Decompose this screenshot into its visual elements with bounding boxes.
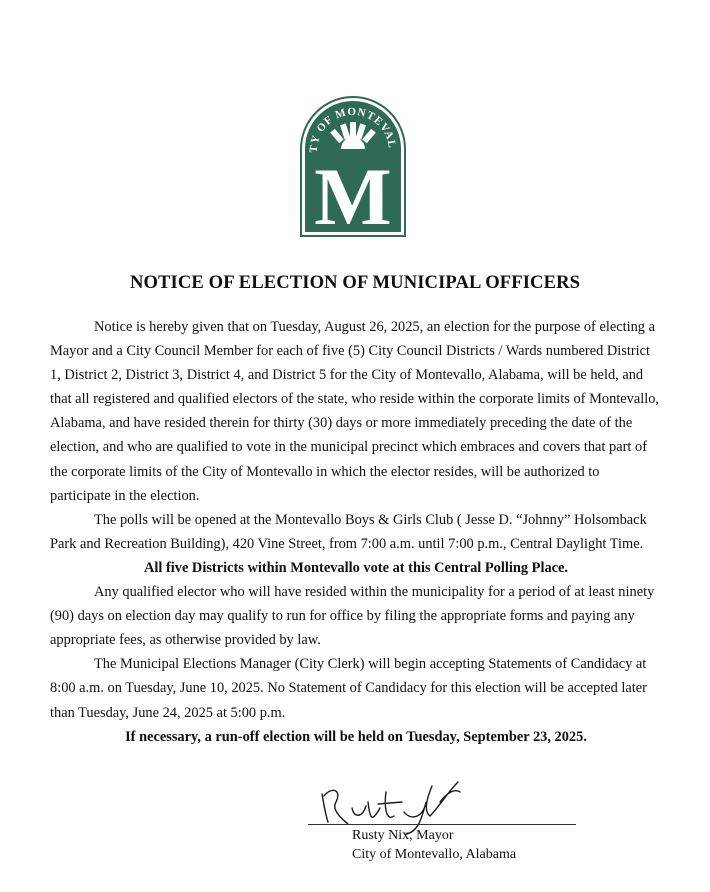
notice-body	[50, 315, 662, 749]
signature-block	[308, 772, 588, 872]
signer-organization: City of Montevallo, Alabama	[352, 847, 517, 862]
candidacy-paragraph: The Municipal Elections Manager (City Clerk) will begin accepting Statements of Candidacy at 8:00 a.m. on Tuesday, June 10, 2025. No Statement of Candidacy for this election will be accepted later than Tuesday, June 24, 2025 at 5:00 p.m.	[50, 656, 647, 721]
polling-place-note: All five Districts within Montevallo vote at this Central Polling Place.	[143, 559, 569, 576]
polls-paragraph: The polls will be opened at the Montevallo Boys & Girls Club ( Jesse D. “Johnny” Holsomback Park and Recreation Building), 420 Vine Street, from 7:00 a.m. until 7:00 p.m., Central Daylight Time.	[50, 511, 647, 552]
signer-name: Rusty Nix, Mayor	[352, 828, 454, 843]
runoff-note: If necessary, a run-off election will be held on Tuesday, September 23, 2025.	[125, 728, 587, 745]
svg-text:M: M	[314, 151, 392, 239]
city-seal-logo	[297, 93, 409, 239]
svg-text:CITY OF MONTEVALLO: TY OF MONTEVAL	[307, 105, 399, 153]
handwritten-signature	[308, 772, 468, 836]
signature-line	[308, 824, 576, 825]
notice-title: NOTICE OF ELECTION OF MUNICIPAL OFFICERS	[129, 272, 581, 293]
qualification-paragraph: Any qualified elector who will have resided within the municipality for a period of at least ninety (90) days on election day may qualify to run for office by filing the appropriate forms and paying any appropriate fees, as otherwise provided by law.	[50, 584, 655, 649]
election-paragraph: Notice is hereby given that on Tuesday, August 26, 2025, an election for the purpose of electing a Mayor and a City Council Member for each of five (5) City Council Districts / Wards numbered District 1, District 2, District 3, District 4, and District 5 for the City of Montevallo, Alabama, will be held, and that all registered and qualified electors of the state, who reside within the corporate limits of Montevallo, Alabama, and have resided therein for thirty (30) days or more immediately preceding the date of the election, and who are qualified to vote in the municipal precinct which embraces and covers that part of the corporate limits of the City of Montevallo in which the elector resides, will be authorized to participate in the election.	[50, 319, 660, 504]
